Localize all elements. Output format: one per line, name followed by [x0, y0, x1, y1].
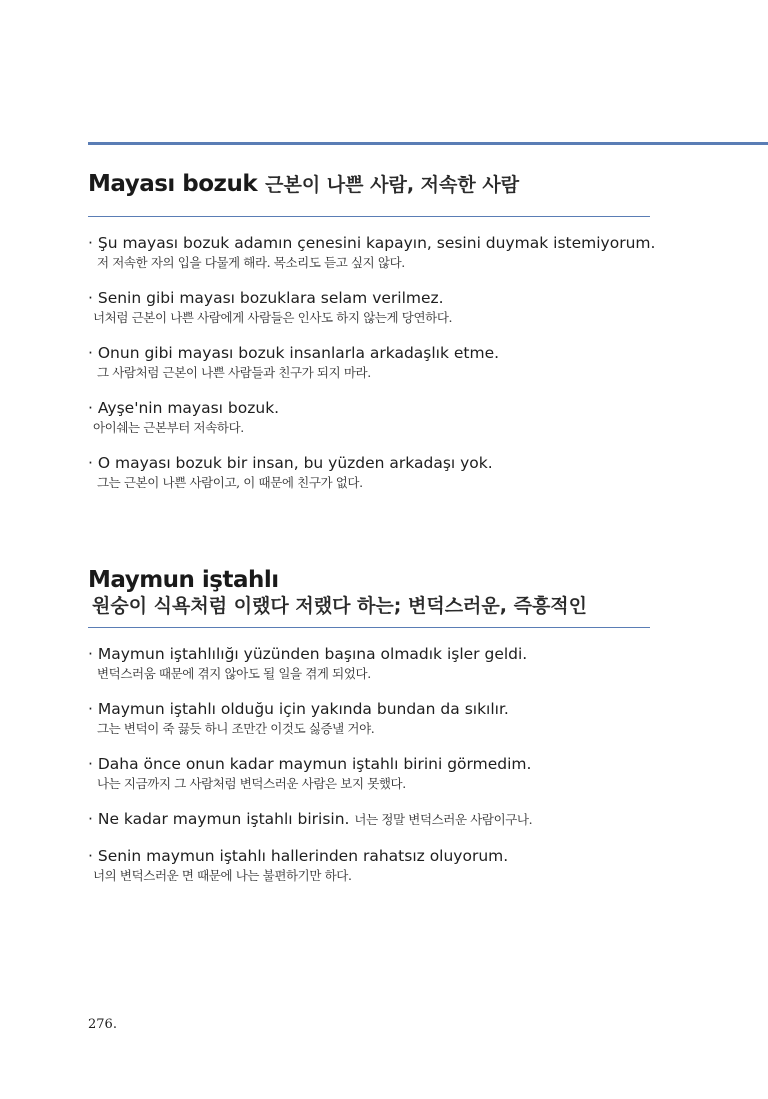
example-item	[88, 754, 650, 793]
example-item	[88, 644, 650, 683]
turkish-sentence: · Daha önce onun kadar maymun iştahlı birini görmedim.	[88, 755, 532, 774]
example-item	[88, 398, 650, 437]
korean-translation: 저 저속한 자의 입을 다물게 해라. 목소리도 듣고 싶지 않다.	[97, 254, 405, 270]
idiom-meaning: 원숭이 식욕처럼 이랬다 저랬다 하는; 변덕스러운, 즉흥적인	[92, 594, 588, 617]
turkish-sentence: · Ne kadar maymun iştahlı birisin.	[88, 810, 350, 829]
example-item	[88, 846, 650, 885]
turkish-sentence: · Şu mayası bozuk adamın çenesini kapayın, sesini duymak istemiyorum.	[88, 233, 656, 252]
korean-translation: 너는 정말 변덕스러운 사람이구나.	[354, 812, 533, 828]
korean-translation: 아이쉐는 근본부터 저속하다.	[93, 419, 244, 435]
idiom-term: Mayası bozuk	[88, 171, 258, 197]
top-rule	[88, 142, 768, 145]
idiom-heading	[88, 170, 650, 198]
example-item	[88, 343, 650, 382]
idiom-meaning: 근본이 나쁜 사람, 저속한 사람	[265, 174, 520, 196]
turkish-sentence: · Maymun iştahlı olduğu için yakında bundan da sıkılır.	[88, 700, 509, 719]
idiom-heading	[88, 566, 650, 617]
section-divider	[88, 216, 650, 217]
turkish-sentence: · Ayşe'nin mayası bozuk.	[88, 398, 280, 417]
example-item	[88, 809, 650, 830]
example-item	[88, 288, 650, 327]
idiom-term: Maymun iştahlı	[88, 567, 279, 593]
example-item	[88, 233, 656, 272]
korean-translation: 그는 변덕이 죽 끓듯 하니 조만간 이것도 싫증낼 거야.	[97, 721, 375, 737]
idiom-section-mayasi-bozuk	[88, 170, 656, 492]
example-list	[88, 233, 656, 492]
korean-translation: 그 사람처럼 근본이 나쁜 사람들과 친구가 되지 마라.	[97, 364, 371, 380]
example-line-inline	[88, 809, 650, 830]
turkish-sentence: · Onun gibi mayası bozuk insanlarla arkadaşlık etme.	[88, 343, 500, 362]
example-item	[88, 453, 650, 492]
korean-translation: 변덕스러움 때문에 겪지 않아도 될 일을 겪게 되었다.	[97, 666, 371, 682]
korean-translation: 나는 지금까지 그 사람처럼 변덕스러운 사람은 보지 못했다.	[97, 776, 406, 792]
turkish-sentence: · Senin gibi mayası bozuklara selam verilmez.	[88, 288, 444, 307]
korean-translation: 너의 변덕스러운 면 때문에 나는 불편하기만 하다.	[93, 868, 352, 884]
korean-translation: 그는 근본이 나쁜 사람이고, 이 때문에 친구가 없다.	[97, 474, 363, 490]
idiom-section-maymun-istahli	[88, 566, 650, 885]
page-number: 276.	[88, 1017, 117, 1032]
section-divider	[88, 627, 650, 628]
example-item	[88, 699, 650, 738]
turkish-sentence: · Maymun iştahlılığı yüzünden başına olmadık işler geldi.	[88, 645, 528, 664]
turkish-sentence: · Senin maymun iştahlı hallerinden rahatsız oluyorum.	[88, 847, 509, 866]
example-list	[88, 644, 650, 885]
korean-translation: 너처럼 근본이 나쁜 사람에게 사람들은 인사도 하지 않는게 당연하다.	[93, 309, 453, 325]
turkish-sentence: · O mayası bozuk bir insan, bu yüzden arkadaşı yok.	[88, 453, 493, 472]
